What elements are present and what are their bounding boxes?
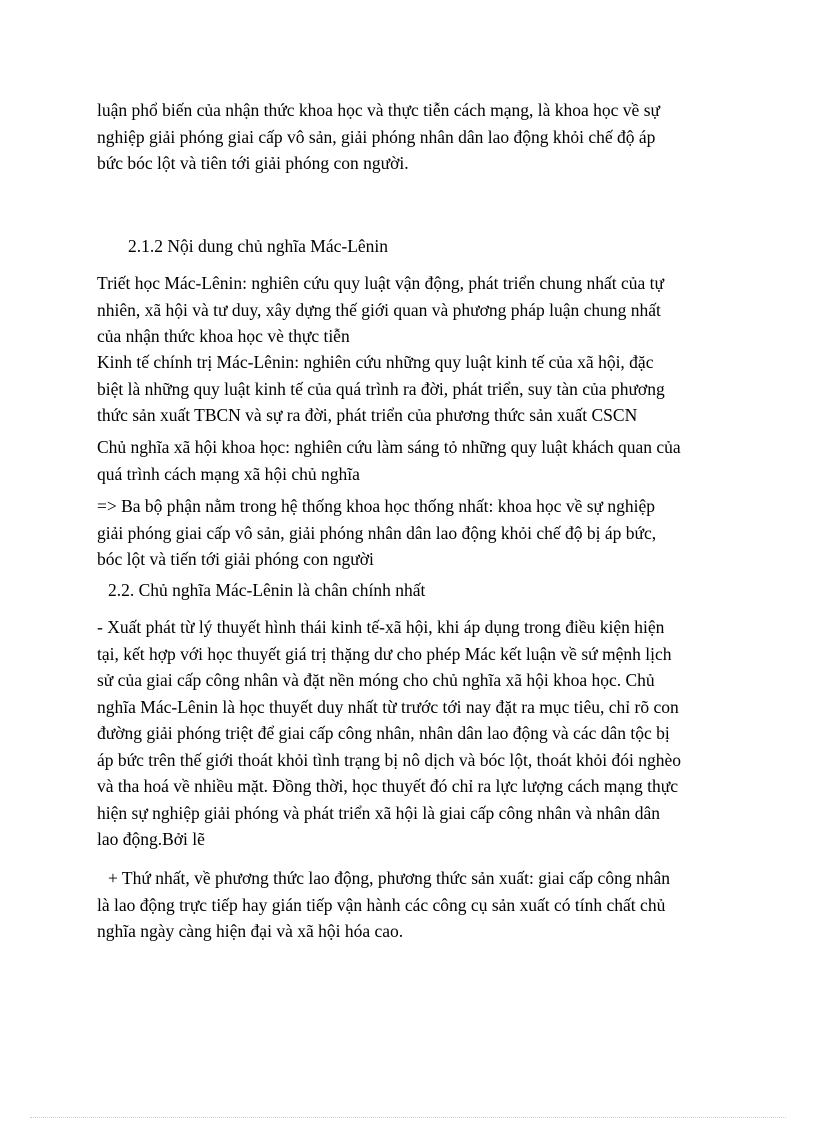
text-line: nhiên, xã hội và tư duy, xây dựng thế giới quan và phương pháp luận chung nhất [97, 299, 661, 320]
page-bottom-divider [30, 1117, 786, 1118]
text-line: và tha hoá về nhiều mặt. Đồng thời, học thuyết đó chỉ ra lực lượng cách mạng thực [97, 776, 679, 796]
text-line: giải phóng giai cấp vô sản, giải phóng nhân dân lao động khỏi chế độ bị áp bức, [97, 522, 657, 543]
text-line: Chủ nghĩa xã hội khoa học: nghiên cứu làm sáng tỏ những quy luật khách quan của [97, 437, 681, 457]
paragraph-thu-nhat [97, 865, 727, 945]
text-line: quá trình cách mạng xã hội chủ nghĩa [97, 463, 360, 484]
text-line: Kinh tế chính trị Mác-Lênin: nghiên cứu những quy luật kinh tế của xã hội, đặc [97, 352, 654, 372]
text-line: là lao động trực tiếp hay gián tiếp vận hành các công cụ sản xuất có tính chất chủ [97, 894, 666, 915]
text-line: nghĩa Mác-Lênin là học thuyết duy nhất từ trước tới nay đặt ra mục tiêu, chỉ rõ con [97, 696, 679, 717]
paragraph-intro-continuation [97, 97, 727, 177]
text-line: - Xuất phát từ lý thuyết hình thái kinh tế-xã hội, khi áp dụng trong điều kiện hiện [97, 617, 665, 637]
text-line: bóc lột và tiến tới giải phóng con người [97, 549, 374, 569]
text-line: luận phổ biến của nhận thức khoa học và thực tiễn cách mạng, là khoa học về sự [97, 100, 660, 120]
paragraph-ba-bo-phan [97, 493, 727, 573]
text-line: Triết học Mác-Lênin: nghiên cứu quy luật vận động, phát triển chung nhất của tự [97, 273, 665, 293]
paragraph-cnxh-khoa-hoc [97, 434, 727, 487]
text-line: bức bóc lột và tiên tới giải phóng con người. [97, 153, 409, 173]
paragraph-triet-hoc [97, 270, 727, 350]
text-line: + Thứ nhất, về phương thức lao động, phương thức sản xuất: giai cấp công nhân [108, 868, 670, 888]
text-line: đường giải phóng triệt để giai cấp công nhân, nhân dân lao động và các dân tộc bị [97, 723, 670, 743]
text-line: biệt là những quy luật kinh tế của quá trình ra đời, phát triển, suy tàn của phương [97, 378, 665, 399]
section-heading-2-1-2: 2.1.2 Nội dung chủ nghĩa Mác-Lênin [128, 236, 389, 256]
section-heading-2-2: 2.2. Chủ nghĩa Mác-Lênin là chân chính nhất [108, 580, 426, 600]
text-line: thức sản xuất TBCN và sự ra đời, phát triển của phương thức sản xuất CSCN [97, 405, 638, 425]
text-line: sử của giai cấp công nhân và đặt nền móng cho chủ nghĩa xã hội khoa học. Chủ [97, 670, 655, 690]
text-line: hiện sự nghiệp giải phóng và phát triển xã hội là giai cấp công nhân và nhân dân [97, 802, 661, 823]
text-line: áp bức trên thế giới thoát khỏi tình trạng bị nô dịch và bóc lột, thoát khỏi đói nghèo [97, 749, 681, 770]
text-line: lao động.Bởi lẽ [97, 829, 205, 849]
text-line: của nhận thức khoa học vè thực tiễn [97, 326, 350, 346]
paragraph-xuat-phat [97, 614, 727, 853]
text-line: tại, kết hợp với học thuyết giá trị thặng dư cho phép Mác kết luận về sứ mệnh lịch [97, 643, 672, 664]
paragraph-kinh-te-chinh-tri [97, 349, 727, 429]
text-line: => Ba bộ phận nằm trong hệ thống khoa học thống nhất: khoa học về sự nghiệp [97, 496, 656, 516]
text-line: nghĩa ngày càng hiện đại và xã hội hóa cao. [97, 921, 404, 941]
text-line: nghiệp giải phóng giai cấp vô sản, giải phóng nhân dân lao động khỏi chế độ áp [97, 126, 656, 147]
